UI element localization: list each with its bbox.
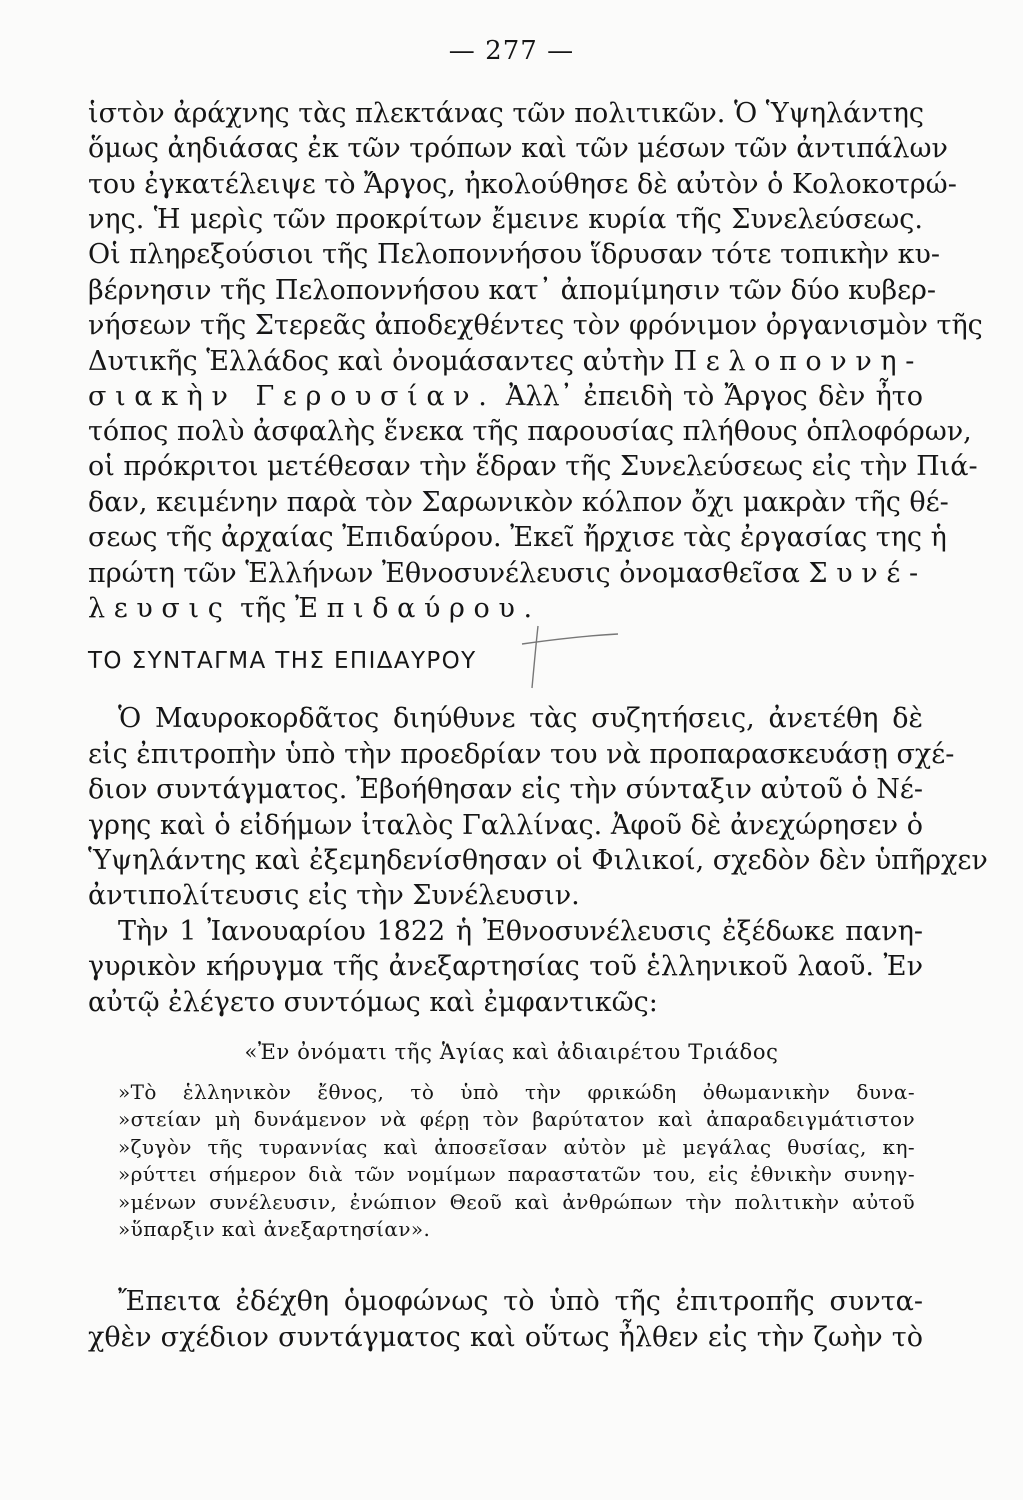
page-number: — 277 —: [448, 36, 575, 66]
text-line: αὐτῷ ἐλέγετο συντόμως καὶ ἐμφαντικῶς:: [88, 987, 658, 1018]
text-line: του ἐγκατέλειψε τὸ Ἄργος, ἠκολούθησε δὲ αὐτὸν ὁ Κολοκοτρώ-: [88, 169, 957, 200]
quote-line: »ρύττει σήμερον διὰ τῶν νομίμων παραστατῶν του, εἰς ἐθνικὴν συνηγ-: [118, 1162, 915, 1186]
text-line: Οἱ πληρεξούσιοι τῆς Πελοποννήσου ἵδρυσαν τότε τοπικὴν κυ-: [88, 239, 941, 270]
spaced-emphasis: Πελοποννη-: [673, 346, 923, 377]
text-line: εἰς ἐπιτροπὴν ὑπὸ τὴν προεδρίαν του νὰ προπαρασκευάσῃ σχέ-: [88, 739, 955, 770]
text-line: γυρικὸν κήρυγμα τῆς ἀνεξαρτησίας τοῦ ἑλληνικοῦ λαοῦ. Ἐν: [88, 951, 923, 982]
quote-line: »στείαν μὴ δυνάμενον νὰ φέρῃ τὸν βαρύτατον καὶ ἀπαραδειγμάτιστον: [118, 1107, 915, 1131]
text-line: γρης καὶ ὁ εἰδήμων ἰταλὸς Γαλλίνας. Ἀφοῦ δὲ ἀνεχώρησεν ὁ: [88, 810, 923, 841]
quote-line: »ζυγὸν τῆς τυραννίας καὶ ἀποσεῖσαν αὐτὸν μὲ μεγάλας θυσίας, κη-: [118, 1135, 915, 1159]
text-line: ὅμως ἀηδιάσας ἐκ τῶν τρόπων καὶ τῶν μέσων τῶν ἀντιπάλων: [88, 133, 948, 164]
text-line: νήσεων τῆς Στερεᾶς ἀποδεχθέντες τὸν φρόνιμον ὀργανισμὸν τῆς: [88, 310, 983, 341]
text-line: Τὴν 1 Ἰανουαρίου 1822 ἡ Ἐθνοσυνέλευσις ἐξέδωκε πανη-: [118, 916, 923, 947]
quote-line: »Τὸ ἑλληνικὸν ἔθνος, τὸ ὑπὸ τὴν φρικώδη ὀθωμανικὴν δυνα-: [118, 1080, 915, 1104]
text-line: [88, 379, 923, 415]
quote-line: »μένων συνέλευσιν, ἐνώπιον Θεοῦ καὶ ἀνθρώπων τὴν πολιτικὴν αὐτοῦ: [118, 1190, 915, 1214]
spaced-emphasis: Ἐπιδαύρου.: [294, 593, 541, 624]
spaced-emphasis: σιακὴν Γερουσίαν.: [88, 381, 496, 412]
text-line: βέρνησιν τῆς Πελοποννήσου κατ᾽ ἀπομίμησιν τῶν δύο κυβερ-: [88, 275, 937, 306]
spaced-emphasis: Συνέ-: [808, 558, 927, 589]
text-line: δαν, κειμένην παρὰ τὸν Σαρωνικὸν κόλπον ὄχι μακρὰν τῆς θέ-: [88, 487, 949, 518]
quote-title: «Ἐν ὀνόματι τῆς Ἁγίας καὶ ἀδιαιρέτου Τριάδος: [244, 1040, 779, 1064]
text-line: [88, 556, 927, 592]
pencil-cross-mark: [520, 622, 625, 692]
text-line: χθὲν σχέδιον συντάγματος καὶ οὕτως ἦλθεν εἰς τὴν ζωὴν τὸ: [88, 1322, 923, 1353]
text-line: ἱστὸν ἀράχνης τὰς πλεκτάνας τῶν πολιτικῶν. Ὁ Ὑψηλάντης: [88, 98, 925, 129]
text-line: Ἔπειτα ἐδέχθη ὁμοφώνως τὸ ὑπὸ τῆς ἐπιτροπῆς συντα-: [118, 1286, 923, 1317]
spaced-emphasis: λευσις: [88, 593, 232, 624]
text-line: οἱ πρόκριτοι μετέθεσαν τὴν ἕδραν τῆς Συνελεύσεως εἰς τὴν Πιά-: [88, 451, 978, 482]
text-run: Δυτικῆς Ἑλλάδος καὶ ὀνομάσαντες αὐτὴν: [88, 346, 665, 377]
text-line: διον συντάγματος. Ἐβοήθησαν εἰς τὴν σύνταξιν αὐτοῦ ὁ Νέ-: [88, 774, 923, 805]
text-line: [88, 591, 923, 627]
text-line: σεως τῆς ἀρχαίας Ἐπιδαύρου. Ἐκεῖ ἤρχισε τὰς ἐργασίας της ἡ: [88, 522, 947, 553]
text-line: Ὁ Μαυροκορδᾶτος διηύθυνε τὰς συζητήσεις, ἀνετέθη δὲ: [118, 703, 923, 734]
quote-line: »ὕπαρξιν καὶ ἀνεξαρτησίαν».: [118, 1217, 431, 1241]
text-line: Ὑψηλάντης καὶ ἐξεμηδενίσθησαν οἱ Φιλικοί, σχεδὸν δὲν ὑπῆρχεν: [88, 845, 988, 876]
section-heading: ΤΟ ΣΥΝΤΑΓΜΑ ΤΗΣ ΕΠΙΔΑΥΡΟΥ: [88, 648, 477, 674]
text-run: πρώτη τῶν Ἑλλήνων Ἐθνοσυνέλευσις ὀνομασθεῖσα: [88, 558, 800, 589]
text-line: ἀντιπολίτευσις εἰς τὴν Συνέλευσιν.: [88, 880, 580, 911]
text-run: Ἀλλ᾽ ἐπειδὴ τὸ Ἄργος δὲν ἦτο: [505, 381, 923, 412]
text-line: [88, 344, 923, 380]
text-run: τῆς: [240, 593, 287, 624]
text-line: τόπος πολὺ ἀσφαλὴς ἕνεκα τῆς παρουσίας πλήθους ὁπλοφόρων,: [88, 416, 972, 447]
text-line: νης. Ἡ μερὶς τῶν προκρίτων ἔμεινε κυρία τῆς Συνελεύσεως.: [88, 204, 923, 235]
